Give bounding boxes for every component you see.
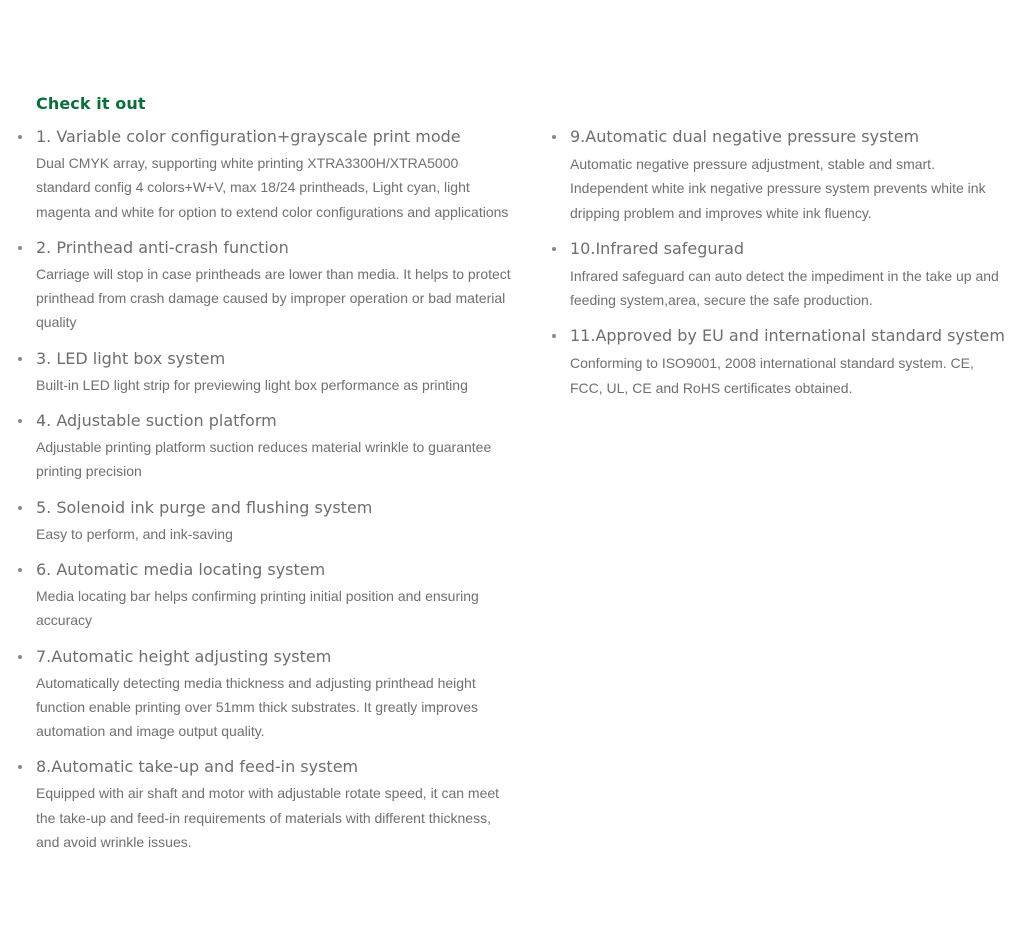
feature-list-left [36, 126, 516, 867]
feature-description: Automatic negative pressure adjustment, stable and smart. Independent white ink negative pressure system prevents white ink dripping problem and improves white ink fluency. [570, 156, 986, 221]
feature-item [570, 238, 1010, 313]
feature-title: 5. Solenoid ink purge and flushing system [36, 497, 373, 517]
feature-title: 1. Variable color configuration+grayscale print mode [36, 127, 461, 146]
feature-title: 9.Automatic dual negative pressure system [570, 127, 920, 146]
feature-title: 6. Automatic media locating system [36, 559, 326, 579]
feature-title: 2. Printhead anti-crash function [36, 237, 289, 257]
feature-item [36, 497, 516, 546]
feature-description: Equipped with air shaft and motor with adjustable rotate speed, it can meet the take-up and feed-in requirements of materials with different thickness, and avoid wrinkle issues. [36, 785, 500, 851]
feature-title: 4. Adjustable suction platform [36, 411, 277, 431]
feature-item [36, 756, 516, 854]
feature-title: 7.Automatic height adjusting system [36, 646, 332, 666]
feature-description: Adjustable printing platform suction reduces material wrinkle to guarantee printing precision [36, 439, 492, 480]
feature-description: Conforming to ISO9001, 2008 international standard system. CE, FCC, UL, CE and RoHS certificates obtained. [570, 355, 974, 396]
feature-item [570, 325, 1010, 400]
feature-description: Easy to perform, and ink-saving [36, 525, 233, 542]
feature-description: Media locating bar helps confirming printing initial position and ensuring accuracy [36, 587, 479, 629]
feature-description: Infrared safeguard can auto detect the impediment in the take up and feeding system,area, secure the safe production. [570, 267, 999, 309]
feature-title: 10.Infrared safegurad [570, 238, 745, 258]
feature-item [570, 126, 1010, 225]
feature-title: 11.Approved by EU and international standard system [570, 326, 1005, 346]
feature-list-right [570, 126, 1010, 413]
feature-description: Built-in LED light strip for previewing light box performance as printing [36, 376, 468, 393]
feature-item [36, 348, 516, 397]
feature-item [36, 410, 516, 484]
feature-description: Automatically detecting media thickness and adjusting printhead height function enable printing over 51mm thick substrates. It greatly improves automation and image output quality. [36, 674, 478, 740]
feature-item [36, 559, 516, 633]
feature-description: Carriage will stop in case printheads are lower than media. It helps to protect printhead from crash damage caused by improper operation or bad material quality [36, 265, 511, 331]
feature-item [36, 126, 516, 224]
feature-description: Dual CMYK array, supporting white printing XTRA3300H/XTRA5000 standard config 4 colors+W+V, max 18/24 printheads, Light cyan, light magenta and white for option to extend color configurations and applications [36, 155, 509, 220]
feature-title: 8.Automatic take-up and feed-in system [36, 757, 359, 777]
feature-item [36, 646, 516, 744]
feature-item [36, 237, 516, 335]
section-title: Check it out [36, 94, 146, 113]
feature-title: 3. LED light box system [36, 348, 226, 368]
